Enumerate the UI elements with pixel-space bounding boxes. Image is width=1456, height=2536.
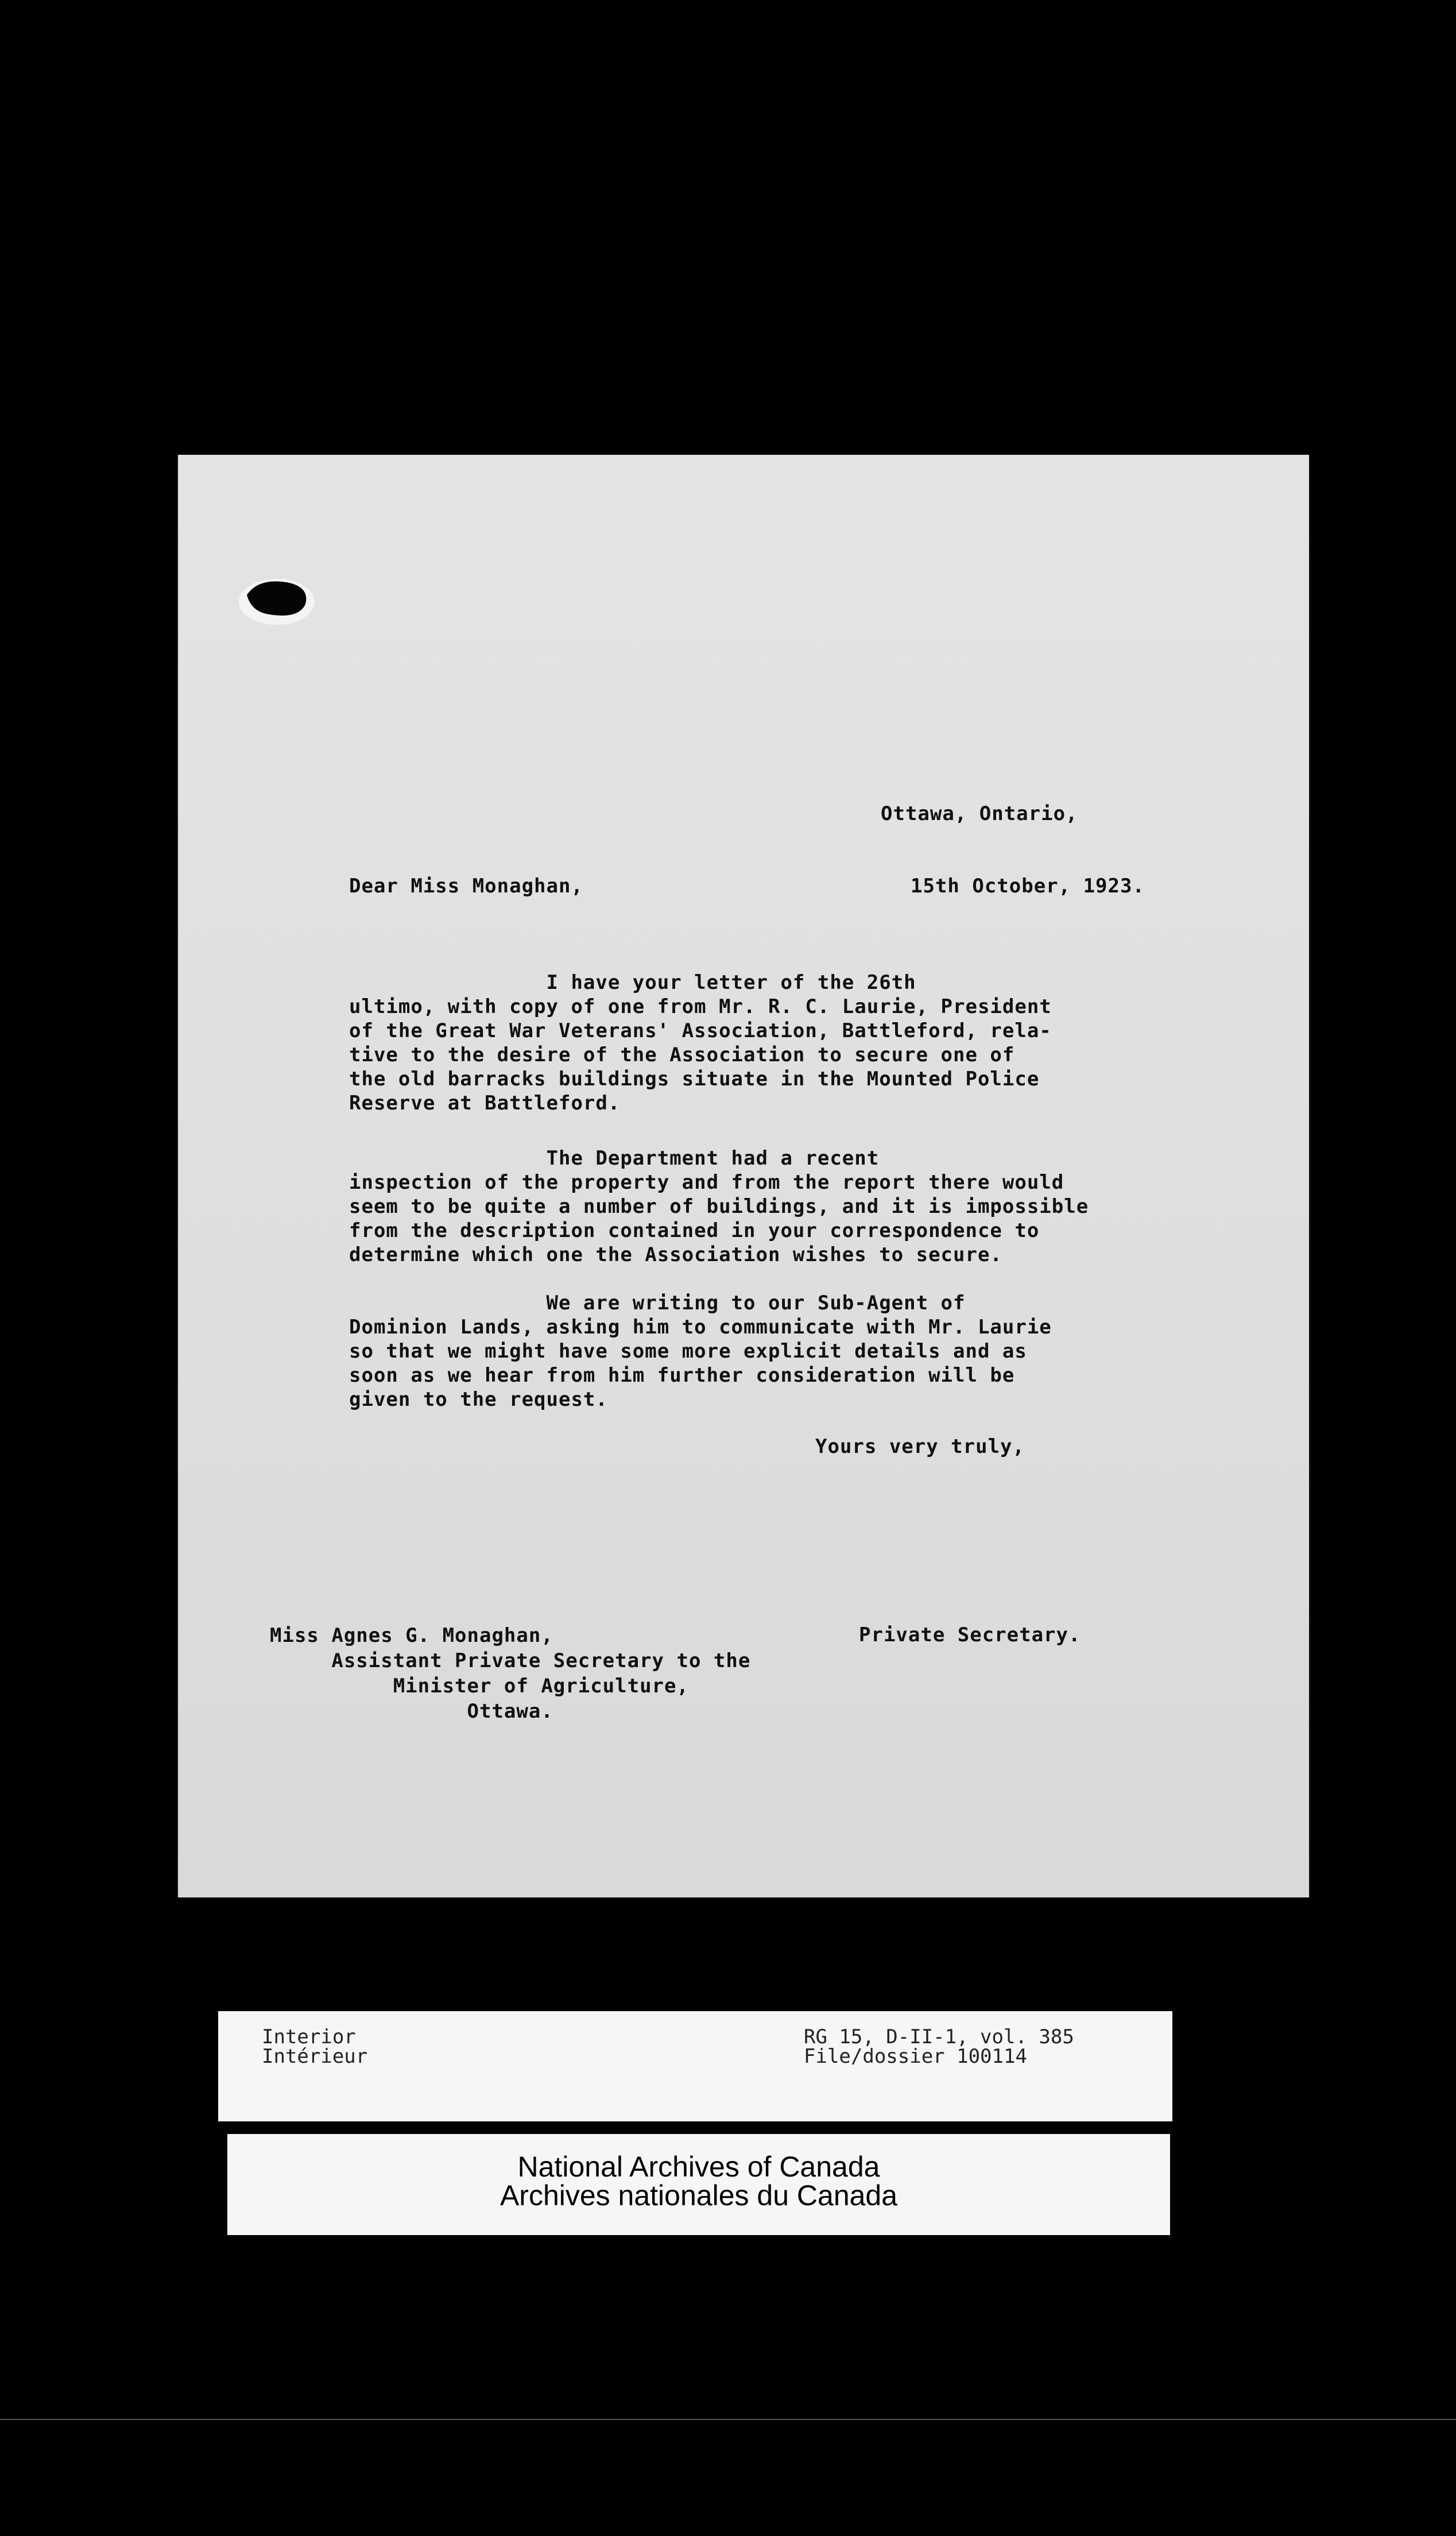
archive-banner — [227, 2134, 1170, 2235]
record-group-reference: RG 15, D-II-1, vol. 385 — [804, 2025, 1074, 2048]
body-paragraph-2 — [349, 1146, 1089, 1267]
addressee-line: Ottawa. — [270, 1700, 553, 1723]
paragraph-line: Dominion Lands, asking him to communicate with Mr. Laurie — [349, 1316, 1052, 1339]
paragraph-line: given to the request. — [349, 1388, 608, 1411]
letter-date: 15th October, 1923. — [911, 875, 1145, 898]
paragraph-line: of the Great War Veterans' Association, Battleford, rela- — [349, 1019, 1052, 1042]
reference-label — [804, 2027, 1074, 2066]
closing: Yours very truly, — [815, 1435, 1025, 1458]
addressee-block — [270, 1623, 750, 1724]
addressee-line: Minister of Agriculture, — [270, 1675, 689, 1698]
paragraph-line: the old barracks buildings situate in the Mounted Police — [349, 1068, 1040, 1091]
paragraph-line: from the description contained in your correspondence to — [349, 1219, 1040, 1242]
bottom-divider — [0, 2419, 1456, 2420]
punch-hole-mark — [235, 572, 322, 629]
body-paragraph-3 — [349, 1291, 1052, 1412]
addressee-line: Miss Agnes G. Monaghan, — [270, 1624, 553, 1647]
archive-name-french: Archives nationales du Canada — [499, 2179, 898, 2212]
salutation: Dear Miss Monaghan, — [349, 875, 583, 898]
letter-place: Ottawa, Ontario, — [881, 802, 1078, 825]
paragraph-line: so that we might have some more explicit details and as — [349, 1340, 1027, 1363]
paragraph-line: inspection of the property and from the report there would — [349, 1171, 1064, 1194]
paragraph-line: ultimo, with copy of one from Mr. R. C. Laurie, President — [349, 995, 1052, 1018]
department-label — [262, 2027, 367, 2066]
paragraph-line: Reserve at Battleford. — [349, 1092, 621, 1115]
signature-title: Private Secretary. — [859, 1623, 1081, 1646]
place-and-date — [881, 753, 1145, 922]
paragraph-line: We are writing to our Sub-Agent of — [349, 1292, 966, 1315]
paragraph-line: I have your letter of the 26th — [349, 971, 916, 994]
paragraph-line: tive to the desire of the Association to secure one of — [349, 1043, 1015, 1066]
paragraph-line: seem to be quite a number of buildings, and it is impossible — [349, 1195, 1089, 1218]
archive-name-english: National Archives of Canada — [517, 2151, 880, 2183]
paragraph-line: The Department had a recent — [349, 1147, 880, 1170]
department-english: Interior — [262, 2025, 356, 2048]
paragraph-line: determine which one the Association wishes to secure. — [349, 1243, 1002, 1266]
addressee-line: Assistant Private Secretary to the — [270, 1649, 751, 1672]
archive-reference-label — [218, 2011, 1172, 2121]
department-french: Intérieur — [262, 2045, 368, 2068]
body-paragraph-1 — [349, 971, 1052, 1115]
file-reference: File/dossier 100114 — [804, 2045, 1027, 2068]
paragraph-line: soon as we hear from him further consideration will be — [349, 1364, 1015, 1387]
